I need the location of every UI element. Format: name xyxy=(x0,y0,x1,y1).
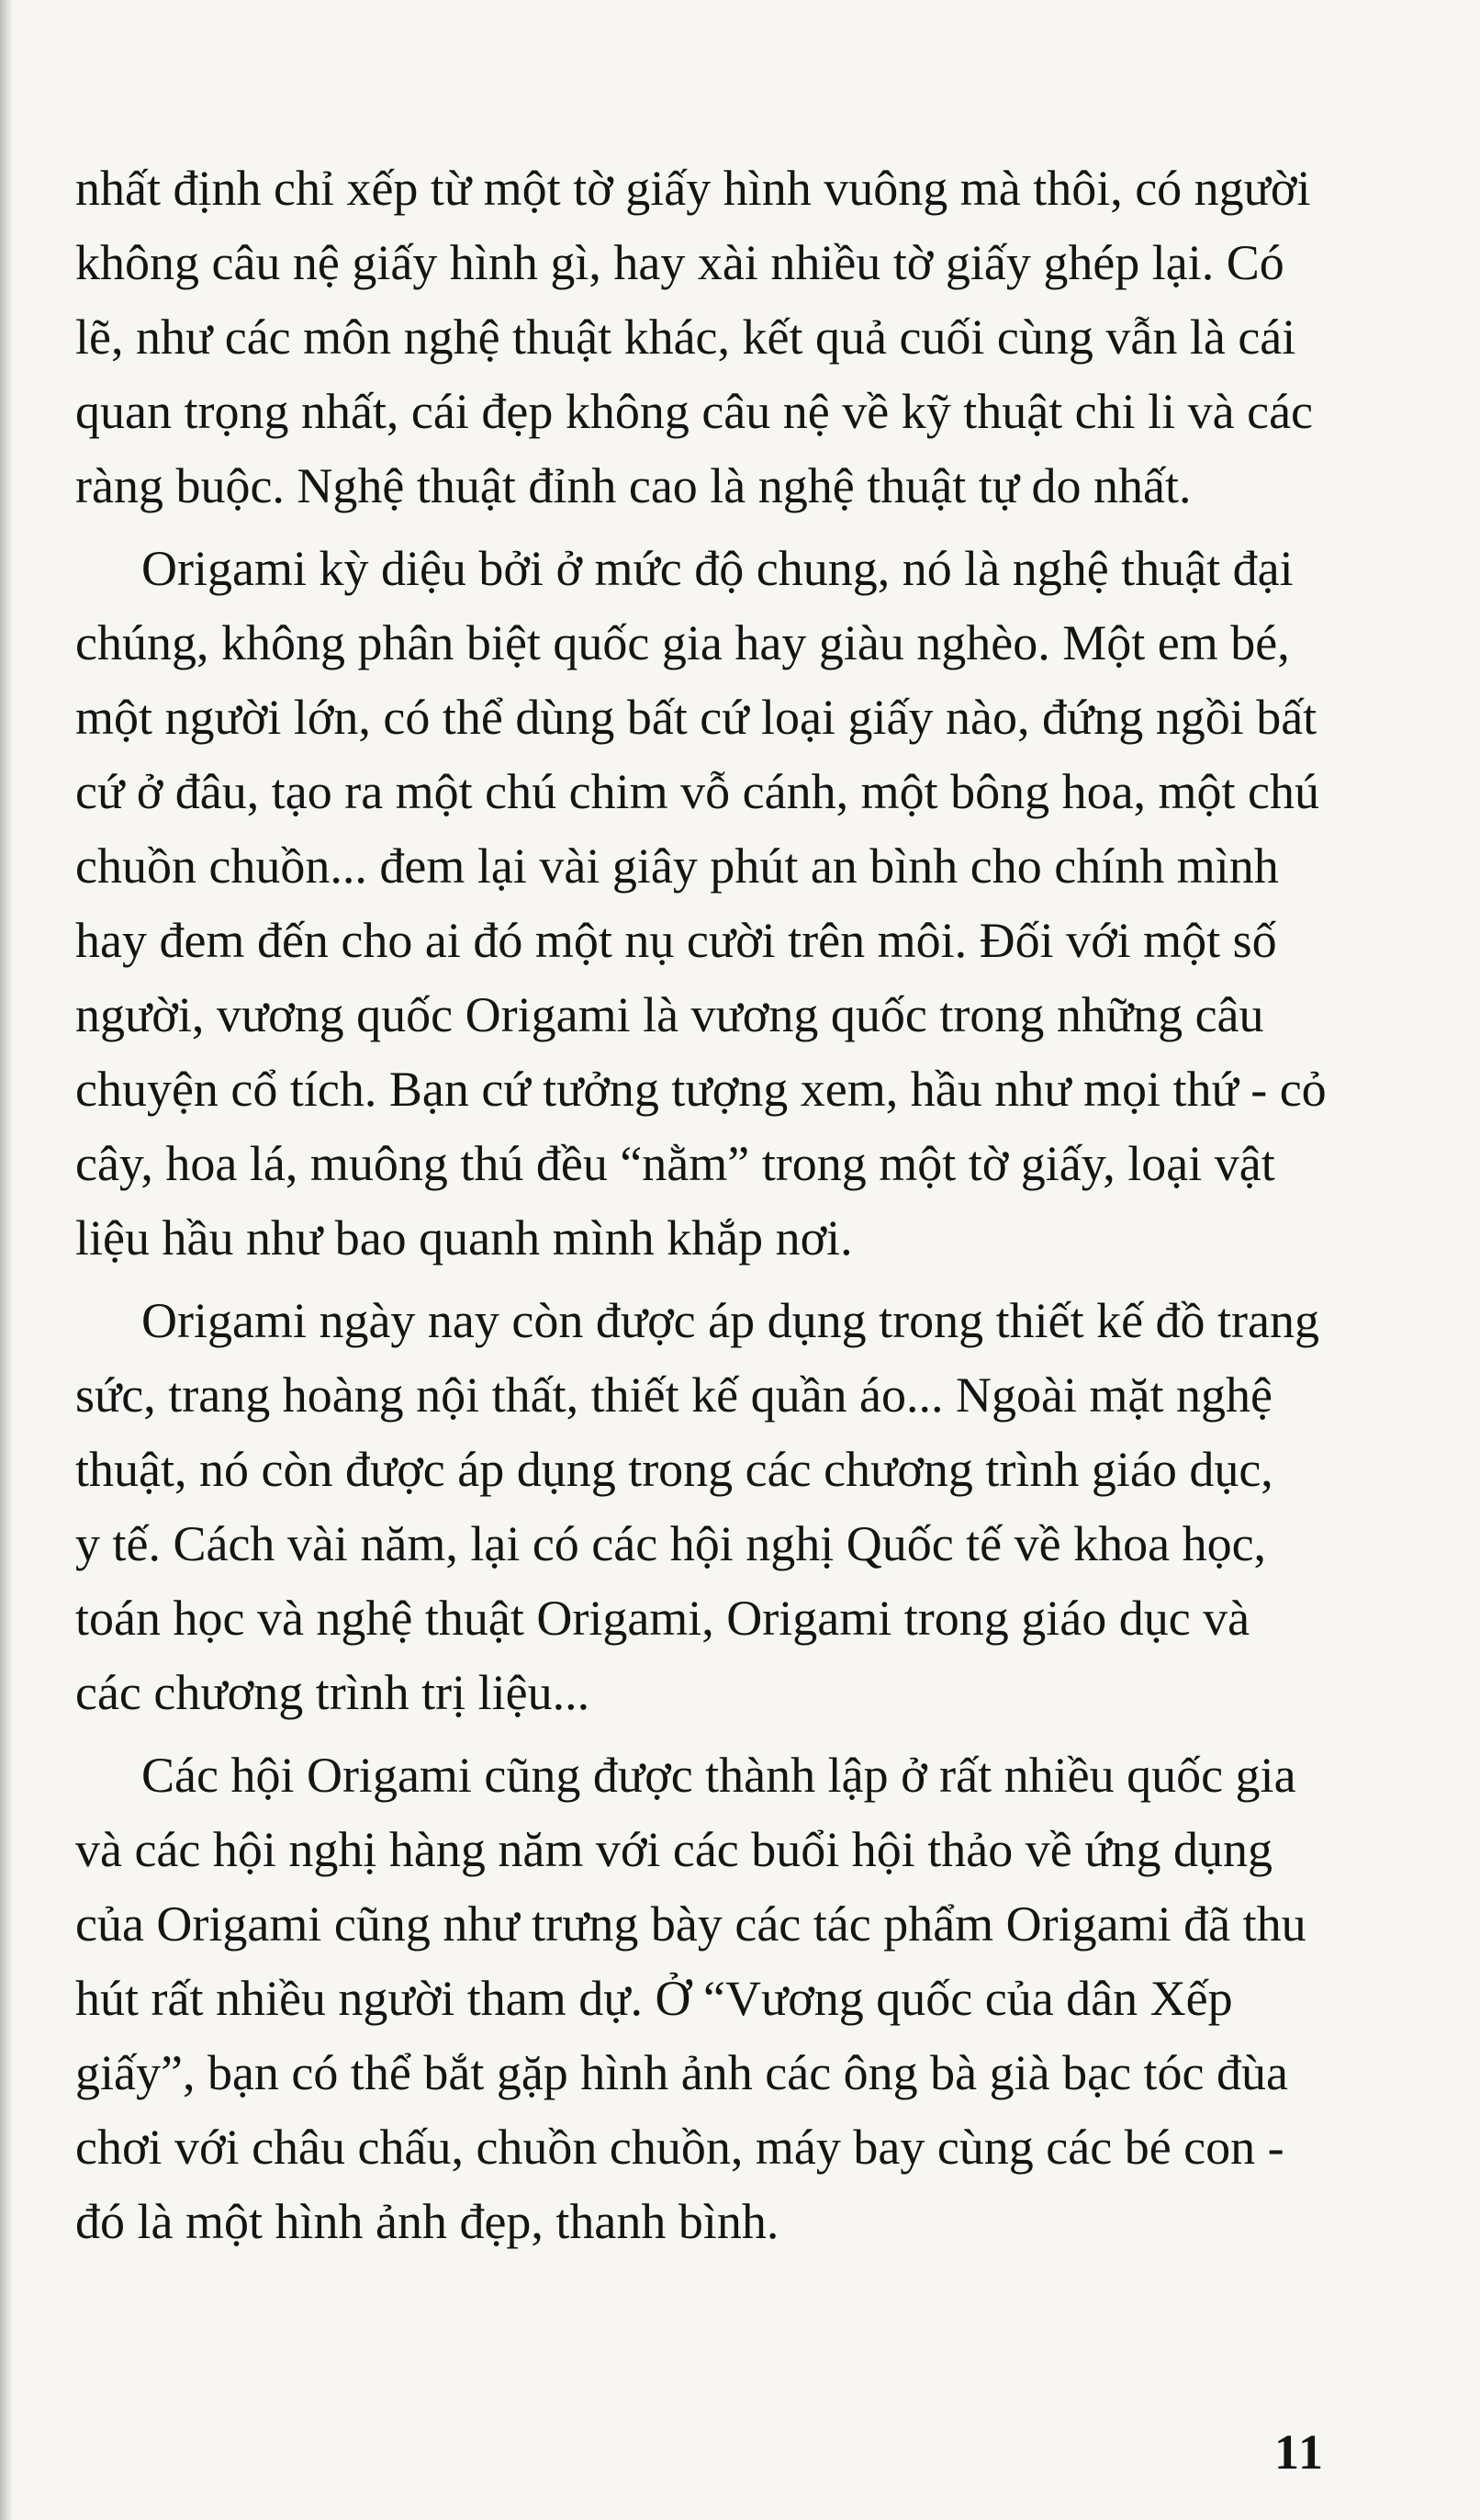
text-line: chơi với châu chấu, chuồn chuồn, máy bay cùng các bé con - xyxy=(75,2120,1284,2175)
text-line: người, vương quốc Origami là vương quốc trong những câu xyxy=(75,987,1264,1042)
text-line: y tế. Cách vài năm, lại có các hội nghị Quốc tế về khoa học, xyxy=(75,1516,1267,1571)
text-line: chuồn chuồn... đem lại vài giây phút an bình cho chính mình xyxy=(75,838,1279,894)
text-line: liệu hầu như bao quanh mình khắp nơi. xyxy=(75,1210,853,1266)
text-line: lẽ, như các môn nghệ thuật khác, kết quả cuối cùng vẫn là cái xyxy=(75,309,1296,365)
text-line: cây, hoa lá, muông thú đều “nằm” trong một tờ giấy, loại vật xyxy=(75,1136,1275,1191)
text-line: hay đem đến cho ai đó một nụ cười trên môi. Đối với một số xyxy=(75,913,1277,968)
scan-edge xyxy=(0,0,13,2520)
text-line: Origami ngày nay còn được áp dụng trong thiết kế đồ trang xyxy=(141,1293,1320,1348)
text-line: và các hội nghị hàng năm với các buổi hội thảo về ứng dụng xyxy=(75,1822,1273,1877)
text-line: ràng buộc. Nghệ thuật đỉnh cao là nghệ thuật tự do nhất. xyxy=(75,458,1192,513)
text-line: nhất định chỉ xếp từ một tờ giấy hình vuông mà thôi, có người xyxy=(75,161,1311,216)
text-line: Các hội Origami cũng được thành lập ở rất nhiều quốc gia xyxy=(141,1748,1296,1803)
text-line: đó là một hình ảnh đẹp, thanh bình. xyxy=(75,2194,779,2249)
text-line: toán học và nghệ thuật Origami, Origami trong giáo dục và xyxy=(75,1591,1250,1646)
text-line: hút rất nhiều người tham dự. Ở “Vương quốc của dân Xếp xyxy=(75,1971,1233,2026)
text-line: chuyện cổ tích. Bạn cứ tưởng tượng xem, hầu như mọi thứ - cỏ xyxy=(75,1062,1327,1117)
text-line: quan trọng nhất, cái đẹp không câu nệ về kỹ thuật chi li và các xyxy=(75,384,1314,439)
paragraph-2 xyxy=(75,532,1356,1276)
paragraph-3 xyxy=(75,1284,1356,1730)
text-line: thuật, nó còn được áp dụng trong các chương trình giáo dục, xyxy=(75,1442,1273,1497)
text-line: giấy”, bạn có thể bắt gặp hình ảnh các ông bà già bạc tóc đùa xyxy=(75,2045,1288,2100)
text-line: Origami kỳ diệu bởi ở mức độ chung, nó là nghệ thuật đại xyxy=(141,541,1294,596)
text-line: một người lớn, có thể dùng bất cứ loại giấy nào, đứng ngồi bất xyxy=(75,690,1317,745)
text-line: không câu nệ giấy hình gì, hay xài nhiều tờ giấy ghép lại. Có xyxy=(75,235,1284,290)
paragraph-1 xyxy=(75,152,1356,523)
text-line: các chương trình trị liệu... xyxy=(75,1665,590,1720)
page-number: 11 xyxy=(1274,2424,1326,2480)
paragraph-4 xyxy=(75,1738,1356,2259)
book-page-text xyxy=(75,152,1356,2267)
text-line: cứ ở đâu, tạo ra một chú chim vỗ cánh, một bông hoa, một chú xyxy=(75,764,1320,819)
text-line: của Origami cũng như trưng bày các tác phẩm Origami đã thu xyxy=(75,1896,1306,1952)
text-line: chúng, không phân biệt quốc gia hay giàu nghèo. Một em bé, xyxy=(75,615,1290,670)
text-line: sức, trang hoàng nội thất, thiết kế quần áo... Ngoài mặt nghệ xyxy=(75,1367,1273,1423)
